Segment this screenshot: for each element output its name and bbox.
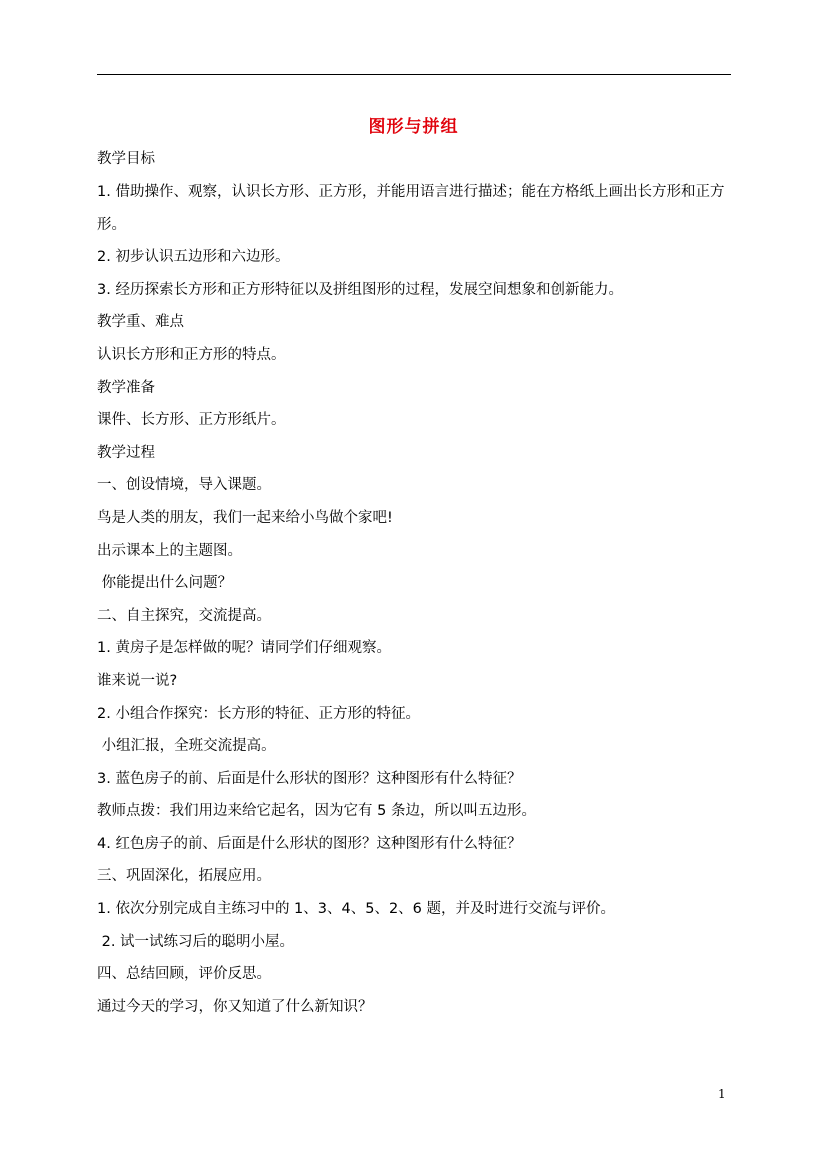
text-line: 1. 依次分别完成自主练习中的 1、3、4、5、2、6 题，并及时进行交流与评价。 [97,901,616,918]
text-line: 教学过程 [97,444,155,461]
text-line: 课件、长方形、正方形纸片。 [97,412,286,429]
text-line: 1. 借助操作、观察，认识长方形、正方形，并能用语言进行描述；能在方格纸上画出长方形和正方 [97,183,725,200]
text-line: 二、自主探究，交流提高。 [97,607,271,624]
text-line: 教学重、难点 [97,314,184,331]
header-rule [97,74,731,75]
text-line: 3. 经历探索长方形和正方形特征以及拼组图形的过程，发展空间想象和创新能力。 [97,281,623,298]
document-body [97,149,737,1029]
page-number: 1 [718,1087,726,1101]
text-line: 2. 初步认识五边形和六边形。 [97,249,290,266]
text-line: 出示课本上的主题图。 [97,542,242,559]
text-line: 认识长方形和正方形的特点。 [97,346,286,363]
text-line: 你能提出什么问题？ [97,575,233,592]
text-line: 教师点拨：我们用边来给它起名，因为它有 5 条边，所以叫五边形。 [97,803,536,820]
text-line: 谁来说一说? [97,672,178,689]
text-line: 3. 蓝色房子的前、后面是什么形状的图形？这种图形有什么特征？ [97,770,522,787]
text-line: 三、巩固深化，拓展应用。 [97,868,271,885]
text-line: 一、创设情境，导入课题。 [97,477,271,494]
text-line: 2. 试一试练习后的聪明小屋。 [97,933,295,950]
text-line: 鸟是人类的朋友，我们一起来给小鸟做个家吧! [97,509,393,526]
text-line: 2. 小组合作探究：长方形的特征、正方形的特征。 [97,705,420,722]
text-line: 形。 [97,216,126,233]
text-line: 小组汇报，全班交流提高。 [97,738,276,755]
text-line: 通过今天的学习，你又知道了什么新知识？ [97,998,373,1015]
text-line: 1. 黄房子是怎样做的呢？请同学们仔细观察。 [97,640,391,657]
document-title: 图形与拼组 [368,117,459,137]
text-line: 教学目标 [97,151,155,167]
text-line: 4. 红色房子的前、后面是什么形状的图形？这种图形有什么特征？ [97,835,522,852]
text-line: 教学准备 [97,379,155,396]
text-line: 四、总结回顾，评价反思。 [97,966,271,983]
